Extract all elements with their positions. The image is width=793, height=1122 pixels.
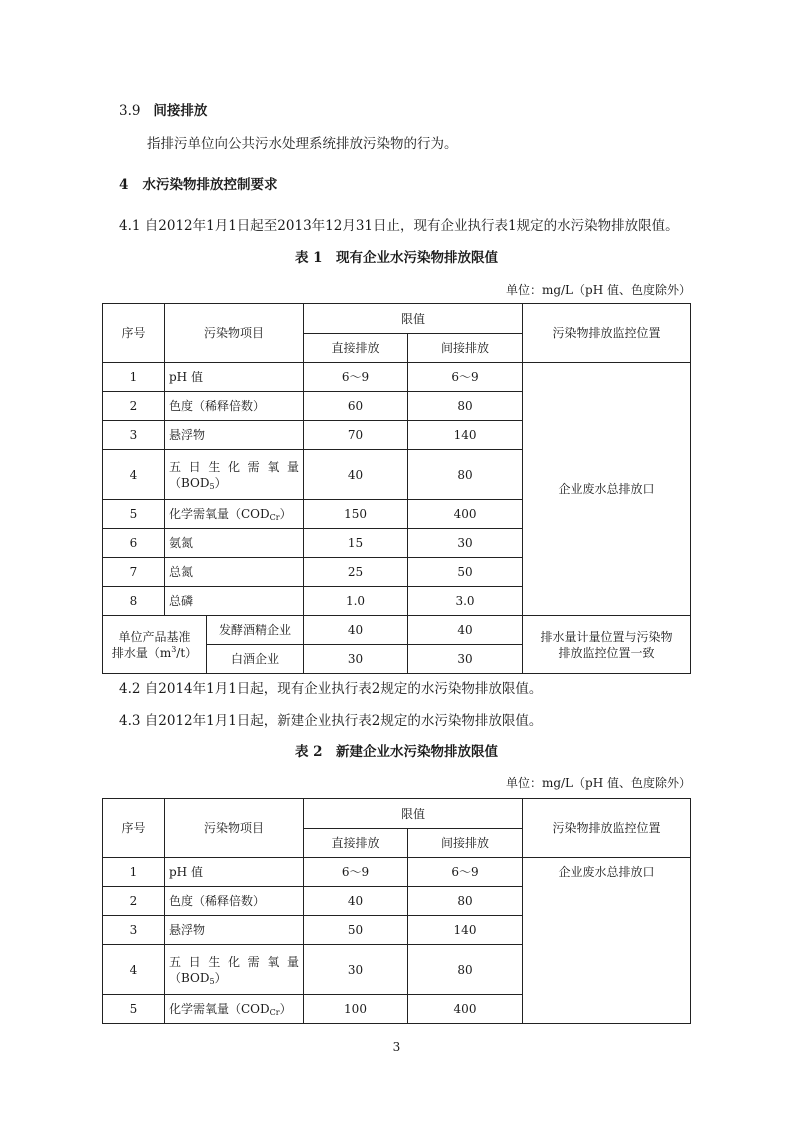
pollutant-name-line1: 五日生化需氧量: [169, 459, 300, 474]
monitor-line2: 排放监控位置一致: [558, 645, 655, 660]
indirect-limit: 80: [408, 392, 523, 421]
indirect-limit: 80: [408, 887, 523, 916]
header-limit: 限值: [304, 799, 523, 829]
table-row: [103, 363, 691, 392]
row-number: 2: [103, 392, 165, 421]
direct-limit: 40: [304, 450, 408, 500]
indirect-limit: 3.0: [408, 587, 523, 616]
table2: [102, 798, 691, 1024]
direct-limit: 6～9: [304, 363, 408, 392]
header-limit: 限值: [304, 304, 523, 334]
row-number: 4: [103, 945, 165, 995]
base-drainage-label: [103, 616, 207, 674]
header-seq: 序号: [103, 304, 165, 363]
pollutant-name: 总氮: [165, 558, 304, 587]
direct-limit: 40: [304, 616, 408, 645]
direct-limit: 150: [304, 500, 408, 529]
direct-limit: 100: [304, 995, 408, 1024]
direct-limit: 30: [304, 645, 408, 674]
direct-limit: 60: [304, 392, 408, 421]
pollutant-name: 化学需氧量$(COD_{Cr})$: [165, 995, 304, 1024]
base-label-line1: 单位产品基准: [118, 629, 191, 644]
pollutant-name: 总磷: [165, 587, 304, 616]
monitor-location: 企业废水总排放口: [523, 363, 691, 616]
indirect-limit: 30: [408, 645, 523, 674]
pollutant-name: 色度（稀释倍数）: [165, 887, 304, 916]
indirect-limit: 6～9: [408, 363, 523, 392]
row-number: 5: [103, 500, 165, 529]
indirect-limit: 400: [408, 500, 523, 529]
row-number: 3: [103, 916, 165, 945]
pollutant-name-line2: $(BOD_5)$: [169, 970, 227, 986]
header-monitor: 污染物排放监控位置: [523, 304, 691, 363]
direct-limit: 25: [304, 558, 408, 587]
row-number: 8: [103, 587, 165, 616]
header-direct: 直接排放: [304, 334, 408, 363]
row-number: 7: [103, 558, 165, 587]
monitor-location: 企业废水总排放口: [523, 858, 691, 1024]
header-direct: 直接排放: [304, 829, 408, 858]
direct-limit: 6～9: [304, 858, 408, 887]
row-number: 2: [103, 887, 165, 916]
header-item: 污染物项目: [165, 799, 304, 858]
direct-limit: 1.0: [304, 587, 408, 616]
pollutant-name: [165, 450, 304, 500]
base-monitor-location: [523, 616, 691, 674]
pollutant-name: pH 值: [165, 858, 304, 887]
row-number: 4: [103, 450, 165, 500]
header-indirect: 间接排放: [408, 334, 523, 363]
row-number: 1: [103, 858, 165, 887]
direct-limit: 50: [304, 916, 408, 945]
pollutant-name: 悬浮物: [165, 421, 304, 450]
section-number: 4: [119, 177, 129, 193]
pollutant-name: [165, 945, 304, 995]
pollutant-name: pH 值: [165, 363, 304, 392]
pollutant-name-line2: $(BOD_5)$: [169, 475, 227, 491]
table-row: [103, 858, 691, 887]
direct-limit: 30: [304, 945, 408, 995]
direct-limit: 40: [304, 887, 408, 916]
section-3-9-heading: [119, 102, 207, 120]
table-row: [103, 616, 691, 645]
indirect-limit: 80: [408, 945, 523, 995]
pollutant-name: 悬浮物: [165, 916, 304, 945]
pollutant-name-line1: 五日生化需氧量: [169, 954, 299, 969]
table2-unit: 单位：mg/L（pH 值、色度除外）: [505, 776, 691, 790]
table1-caption: 表 1 现有企业水污染物排放限值: [294, 250, 499, 266]
indirect-limit: 50: [408, 558, 523, 587]
indirect-limit: 80: [408, 450, 523, 500]
table1-unit: 单位：mg/L（pH 值、色度除外）: [505, 283, 691, 297]
enterprise-type: 白酒企业: [207, 645, 304, 674]
clause-4-2: 4.2 自2014年1月1日起，现有企业执行表2规定的水污染物排放限值。: [119, 681, 543, 697]
section-4-heading: [119, 176, 278, 194]
row-number: 3: [103, 421, 165, 450]
header-monitor: 污染物排放监控位置: [523, 799, 691, 858]
pollutant-name: 色度（稀释倍数）: [165, 392, 304, 421]
indirect-limit: 140: [408, 916, 523, 945]
direct-limit: 70: [304, 421, 408, 450]
table2-caption: 表 2 新建企业水污染物排放限值: [294, 744, 499, 760]
section-number: 3.9: [119, 103, 141, 119]
row-number: 6: [103, 529, 165, 558]
pollutant-name: 化学需氧量$(COD_{Cr})$: [165, 500, 304, 529]
clause-4-3: 4.3 自2012年1月1日起，新建企业执行表2规定的水污染物排放限值。: [119, 713, 543, 729]
indirect-limit: 400: [408, 995, 523, 1024]
page-number: 3: [392, 1040, 401, 1054]
section-3-9-body: 指排污单位向公共污水处理系统排放污染物的行为。: [147, 136, 458, 152]
indirect-limit: 40: [408, 616, 523, 645]
direct-limit: 15: [304, 529, 408, 558]
header-indirect: 间接排放: [408, 829, 523, 858]
monitor-line1: 排水量计量位置与污染物: [540, 629, 673, 644]
base-label-line2: 排水量$(m^3/t)$: [111, 644, 198, 660]
header-item: 污染物项目: [165, 304, 304, 363]
clause-4-1: 4.1 自2012年1月1日起至2013年12月31日止，现有企业执行表1规定的水污染物排放限值。: [119, 218, 679, 234]
indirect-limit: 30: [408, 529, 523, 558]
enterprise-type: 发酵酒精企业: [207, 616, 304, 645]
pollutant-name: 氨氮: [165, 529, 304, 558]
indirect-limit: 140: [408, 421, 523, 450]
row-number: 1: [103, 363, 165, 392]
indirect-limit: 6～9: [408, 858, 523, 887]
row-number: 5: [103, 995, 165, 1024]
section-title: 间接排放: [153, 103, 208, 119]
header-seq: 序号: [103, 799, 165, 858]
table1: [102, 303, 691, 674]
section-title: 水污染物排放控制要求: [142, 177, 278, 193]
